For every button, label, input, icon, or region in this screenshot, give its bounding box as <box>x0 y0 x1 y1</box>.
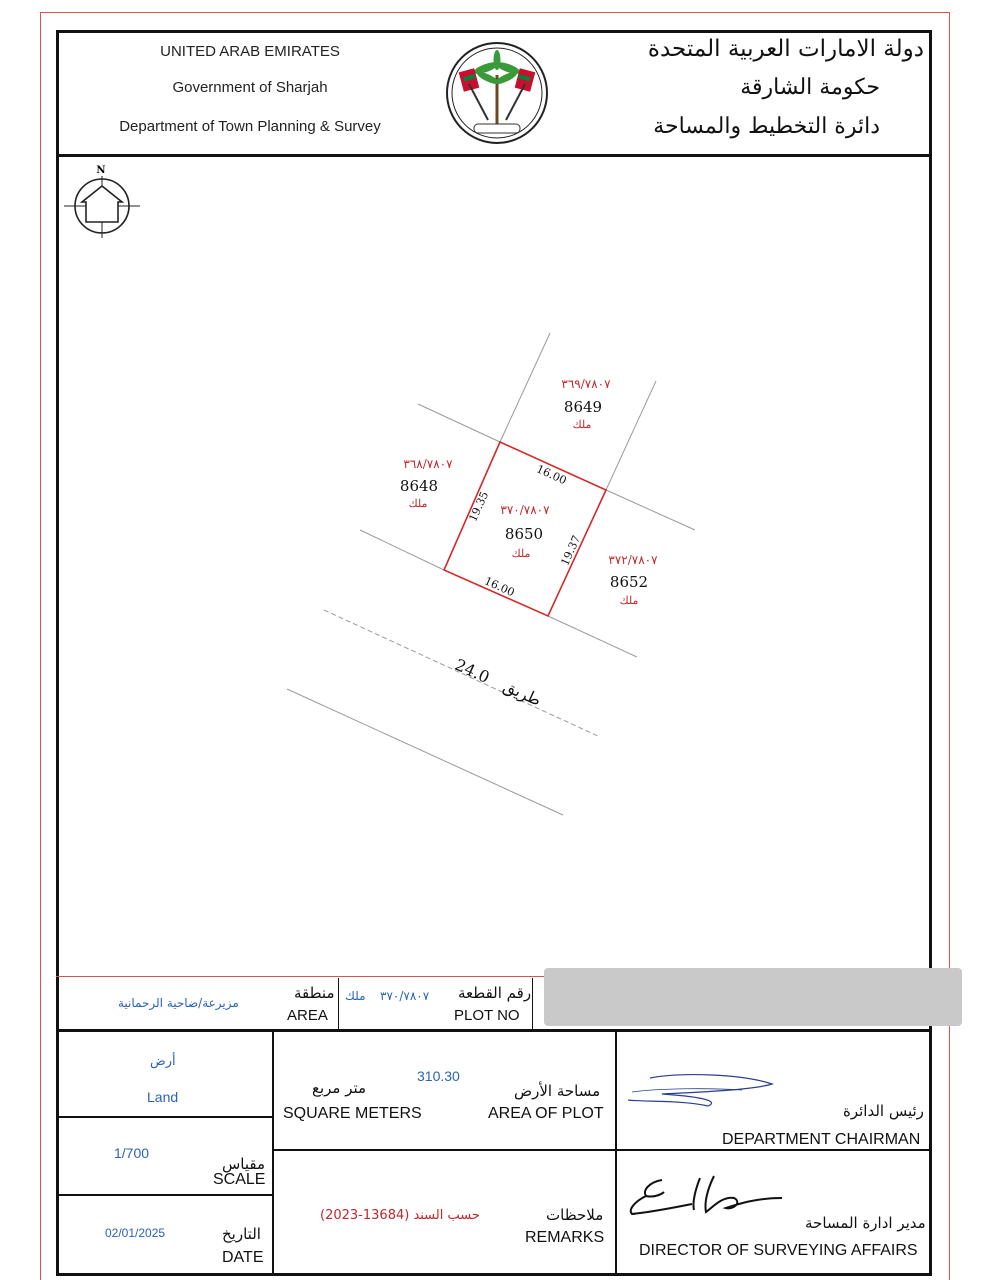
remarks-label-ar: ملاحظات <box>546 1206 604 1224</box>
area-of-plot-label-en: AREA OF PLOT <box>488 1105 604 1122</box>
plot-8649-ref: ٣٦٩/٧٨٠٧ <box>561 377 611 391</box>
sqm-label-ar: متر مربع <box>312 1079 367 1097</box>
plot-8650-ref: ٣٧٠/٧٨٠٧ <box>500 503 550 517</box>
road-width: 24.0 <box>452 654 493 688</box>
redacted-area <box>544 968 962 1026</box>
director-label-en: DIRECTOR OF SURVEYING AFFAIRS <box>639 1242 918 1259</box>
chairman-signature <box>622 1070 782 1110</box>
sharjah-emblem-icon <box>444 40 550 146</box>
plot-no-label-ar: رقم القطعة <box>458 984 532 1002</box>
land-type-ar: أرض <box>150 1054 176 1069</box>
plot-8649-number: 8649 <box>563 398 603 416</box>
sqm-label-en: SQUARE METERS <box>283 1105 422 1122</box>
plot-8648-status: ملك <box>408 497 428 510</box>
plot-no-status: ملك <box>345 989 366 1003</box>
header-ar-country: دولة الامارات العربية المتحدة <box>647 36 924 62</box>
director-label-ar: مدير ادارة المساحة <box>805 1214 926 1232</box>
site-plan-drawing <box>270 325 710 820</box>
header-en-country: UNITED ARAB EMIRATES <box>160 43 340 60</box>
area-value: مزيرعة/ضاحية الرحمانية <box>118 996 239 1010</box>
area-label-en: AREA <box>287 1007 328 1024</box>
dimension-bottom: 16.00 <box>482 574 517 600</box>
chairman-label-en: DEPARTMENT CHAIRMAN <box>722 1131 921 1148</box>
dimension-left: 19.35 <box>466 489 492 524</box>
header-divider <box>56 154 932 157</box>
scale-date-divider <box>58 1194 272 1196</box>
remarks-label-en: REMARKS <box>525 1229 605 1246</box>
plot-8650-number: 8650 <box>504 525 544 543</box>
area-label-ar: منطقة <box>294 984 335 1002</box>
plot-8648-ref: ٣٦٨/٧٨٠٧ <box>403 457 453 471</box>
header-en-government: Government of Sharjah <box>172 79 328 96</box>
right-column-divider <box>615 1031 617 1276</box>
header-en-department: Department of Town Planning & Survey <box>119 118 381 135</box>
dimension-right: 19.37 <box>558 533 584 568</box>
info-row-divider <box>56 1029 932 1032</box>
scale-label-en: SCALE <box>213 1171 266 1188</box>
north-arrow-house-icon <box>62 160 142 242</box>
plotno-end-divider <box>532 978 533 1029</box>
plot-8649-status: ملك <box>572 418 592 431</box>
dimension-top: 16.00 <box>534 462 569 488</box>
land-type-en: Land <box>147 1089 179 1105</box>
plot-8652-ref: ٣٧٢/٧٨٠٧ <box>608 553 658 567</box>
date-label-ar: التاريخ <box>222 1225 261 1243</box>
middle-row-divider <box>274 1149 932 1151</box>
plot-8652-status: ملك <box>619 594 639 607</box>
north-label: N <box>96 165 106 176</box>
area-of-plot-label-ar: مساحة الأرض <box>514 1082 601 1100</box>
area-of-plot-value: 310.30 <box>417 1068 460 1084</box>
scale-value: 1/700 <box>114 1145 150 1161</box>
chairman-label-ar: رئيس الدائرة <box>843 1102 924 1120</box>
plot-no-value: ٣٧٠/٧٨٠٧ <box>380 989 430 1003</box>
area-plotno-divider <box>338 978 339 1029</box>
left-column-divider <box>272 1031 274 1276</box>
header-ar-department: دائرة التخطيط والمساحة <box>653 114 880 139</box>
land-scale-divider <box>58 1116 272 1118</box>
director-signature <box>622 1168 792 1220</box>
remarks-value: حسب السند (13684-2023) <box>320 1208 480 1223</box>
date-value: 02/01/2025 <box>105 1226 166 1240</box>
header-ar-government: حكومة الشارقة <box>740 75 880 100</box>
date-label-en: DATE <box>222 1249 264 1266</box>
scale-label-ar: مقياس <box>222 1155 266 1173</box>
road-label: طريق <box>500 676 545 710</box>
plot-8652-number: 8652 <box>609 573 649 591</box>
plot-8650-status: ملك <box>511 547 531 560</box>
plot-no-label-en: PLOT NO <box>454 1007 520 1024</box>
plot-8648-number: 8648 <box>399 477 439 495</box>
